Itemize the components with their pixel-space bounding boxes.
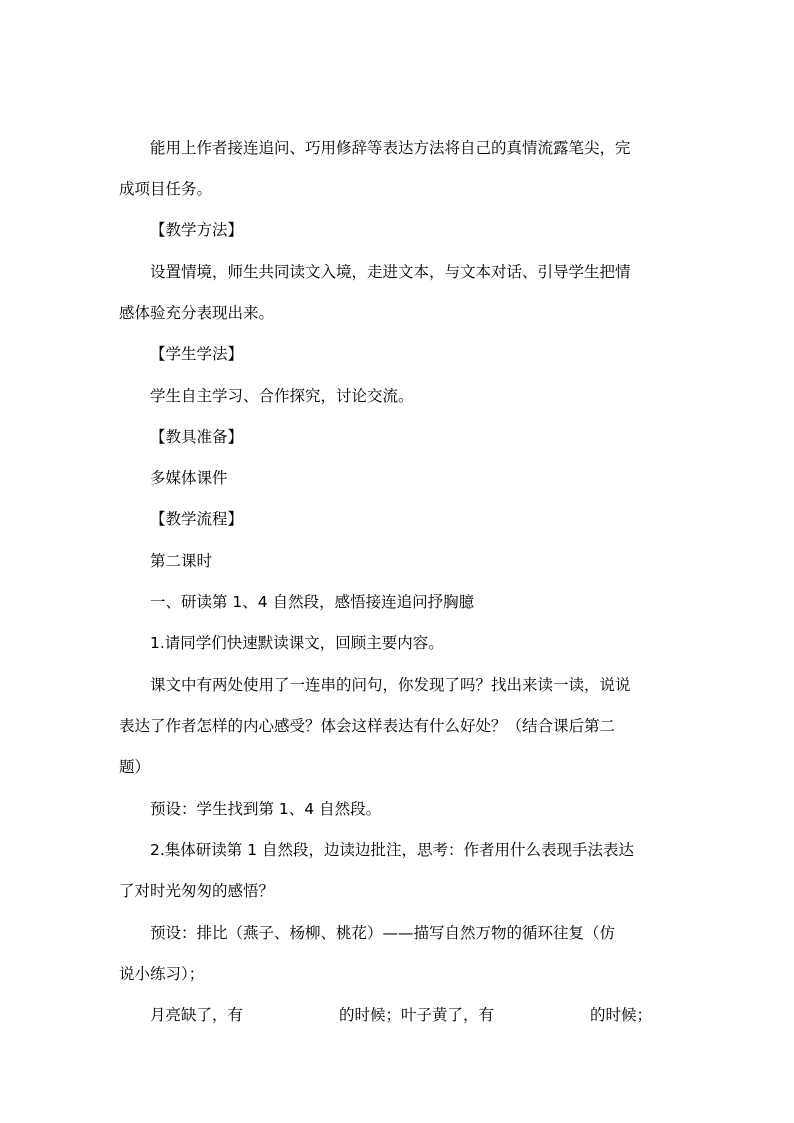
- paragraph-question-line1: 课文中有两处使用了一连串的问句，你发现了吗？找出来读一读，说说: [150, 676, 631, 694]
- heading-teaching-method: 【教学方法】: [150, 221, 244, 239]
- paragraph-question-line3: 题）: [119, 758, 151, 776]
- paragraph-method-line1: 设置情境，师生共同读文入境，走进文本，与文本对话、引导学生把情: [150, 263, 631, 281]
- heading-student-method: 【学生学法】: [150, 345, 244, 363]
- paragraph-second-lesson: 第二课时: [150, 552, 213, 570]
- paragraph-preset-2-line2: 说小练习）；: [119, 965, 205, 983]
- paragraph-step-2-line1: 2.集体研读第 1 自然段，边读边批注，思考：作者用什么表现手法表达: [150, 841, 635, 859]
- paragraph-tools: 多媒体课件: [150, 469, 228, 487]
- paragraph-fill-blank: [150, 1005, 652, 1025]
- fill-blank-part-b: 的时候；叶子黄了，有: [339, 1006, 495, 1024]
- paragraph-question-line2: 表达了作者怎样的内心感受？体会这样表达有什么好处？（结合课后第二: [119, 717, 616, 735]
- paragraph-student-method: 学生自主学习、合作探究，讨论交流。: [150, 387, 414, 405]
- paragraph-preset-2-line1: 预设：排比（燕子、杨柳、桃花）——描写自然万物的循环往复（仿: [150, 924, 616, 942]
- section-heading-one: 一、研读第 1、4 自然段，感悟接连追问抒胸臆: [150, 593, 475, 611]
- paragraph-step-1: 1.请同学们快速默读课文，回顾主要内容。: [150, 634, 444, 652]
- heading-teaching-tools: 【教具准备】: [150, 428, 244, 446]
- heading-teaching-flow: 【教学流程】: [150, 510, 244, 528]
- paragraph-preset-1: 预设：学生找到第 1、4 自然段。: [150, 800, 382, 818]
- paragraph-goal-line1: 能用上作者接连追问、巧用修辞等表达方法将自己的真情流露笔尖，完: [150, 139, 631, 157]
- paragraph-method-line2: 感体验充分表现出来。: [119, 304, 275, 322]
- paragraph-goal-line2: 成项目任务。: [119, 180, 213, 198]
- paragraph-step-2-line2: 了对时光匆匆的感悟？: [119, 882, 275, 900]
- fill-blank-part-a: 月亮缺了，有: [150, 1006, 244, 1024]
- fill-blank-part-c: 的时候；: [590, 1006, 653, 1024]
